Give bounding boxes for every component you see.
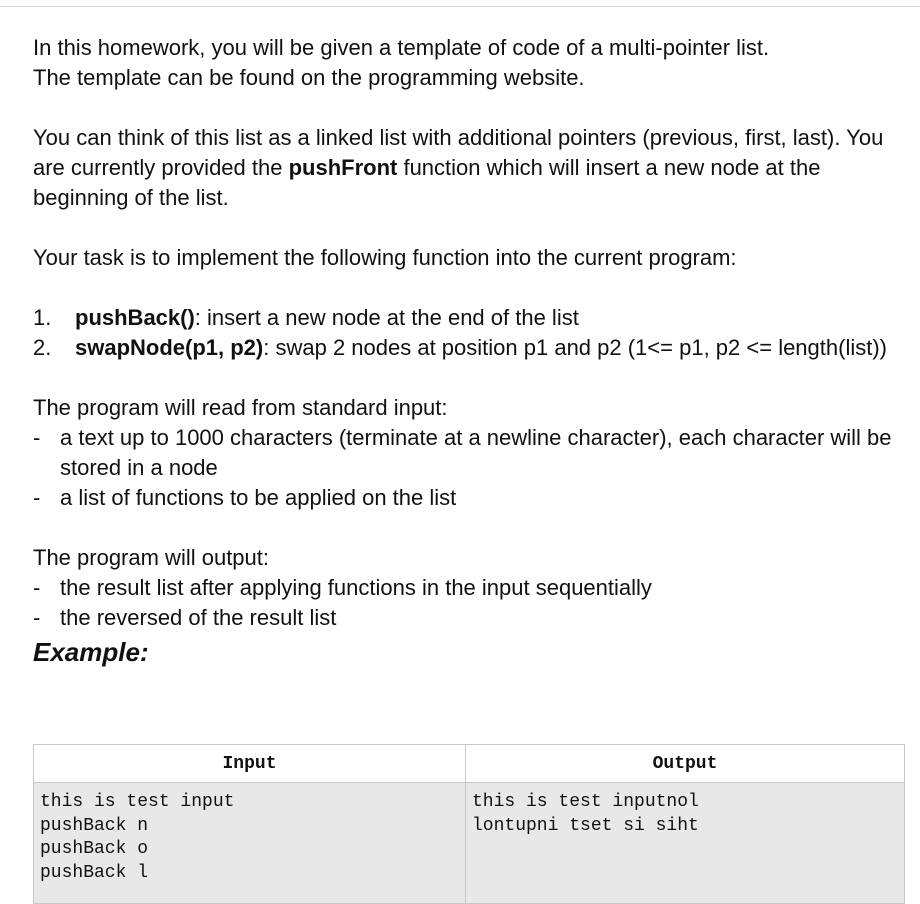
- description-paragraph: [33, 123, 903, 213]
- intro-paragraph: [33, 33, 903, 93]
- function-list: [33, 303, 903, 363]
- table-row: [34, 783, 905, 904]
- input-list: [33, 423, 903, 513]
- example-output-cell: [466, 783, 905, 904]
- function-number: 1.: [33, 305, 52, 330]
- input-column-header: Input: [34, 745, 466, 783]
- intro-line-1: In this homework, you will be given a template of code of a multi-pointer list.: [33, 35, 770, 60]
- input-list-item: - a text up to 1000 characters (terminate at a newline character), each character will be stored in a node: [33, 425, 892, 480]
- output-list-item: - the reversed of the result list: [33, 605, 337, 630]
- example-input-cell: [34, 783, 466, 904]
- output-line: this is test inputnol: [472, 792, 699, 812]
- output-column-header: Output: [466, 745, 905, 783]
- function-description: : insert a new node at the end of the list: [194, 305, 579, 330]
- output-list: [33, 573, 903, 633]
- function-item: [33, 303, 903, 333]
- output-line: lontupni tset si siht: [472, 815, 699, 836]
- output-section-heading: The program will output:: [33, 545, 269, 570]
- function-name: swapNode(p1, p2): [75, 335, 264, 360]
- input-line: pushBack n: [40, 815, 149, 836]
- example-table: [33, 744, 905, 904]
- input-line: pushBack o: [40, 839, 149, 859]
- top-border: [0, 0, 920, 7]
- task-paragraph: Your task is to implement the following function into the current program:: [33, 245, 737, 270]
- example-heading: Example:: [33, 637, 149, 667]
- output-item-text: the reversed of the result list: [60, 605, 337, 630]
- description-text-after: function which will insert a new node at the beginning of the list.: [33, 155, 821, 210]
- function-name: pushBack(): [75, 305, 195, 330]
- pushfront-keyword: pushFront: [288, 155, 398, 180]
- input-list-item: - a list of functions to be applied on the list: [33, 485, 457, 510]
- description-text-before: You can think of this list as a linked list with additional pointers (previous, first, last). You are currently provided the: [33, 125, 884, 180]
- homework-document: [33, 33, 903, 667]
- function-number: 2.: [33, 335, 52, 360]
- function-item: [33, 333, 903, 363]
- input-item-text: a text up to 1000 characters (terminate at a newline character), each character will be stored in a node: [60, 425, 892, 480]
- input-line: pushBack l: [40, 862, 149, 883]
- function-description: : swap 2 nodes at position p1 and p2 (1<= p1, p2 <= length(list)): [263, 335, 887, 360]
- input-line: this is test input: [40, 792, 235, 812]
- intro-line-2: The template can be found on the programming website.: [33, 65, 585, 90]
- input-item-text: a list of functions to be applied on the list: [60, 485, 457, 510]
- input-section-heading: The program will read from standard input:: [33, 395, 448, 420]
- output-item-text: the result list after applying functions in the input sequentially: [60, 575, 652, 600]
- output-list-item: - the result list after applying functions in the input sequentially: [33, 575, 652, 600]
